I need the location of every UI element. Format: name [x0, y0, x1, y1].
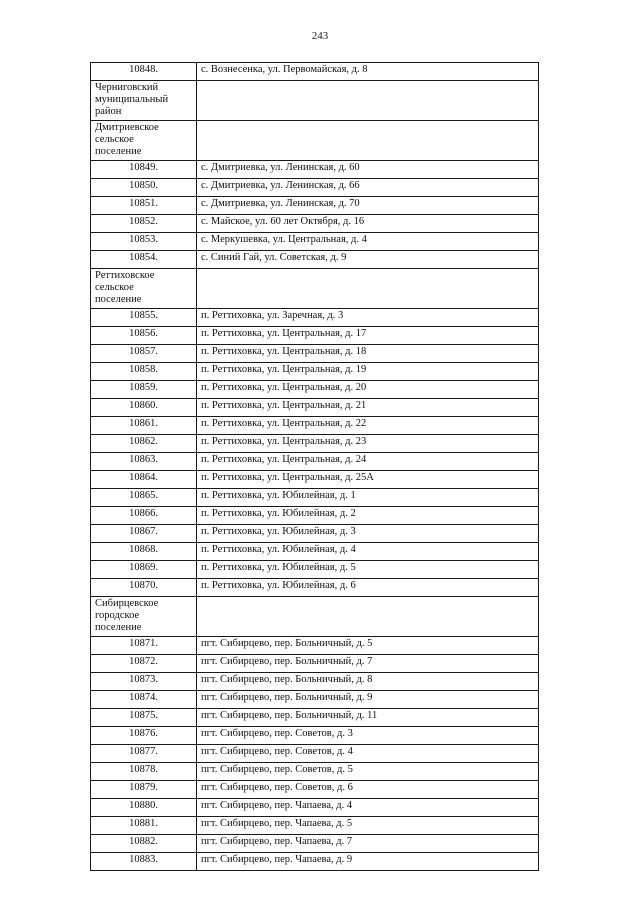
address-table	[90, 62, 539, 871]
settlement-group-row	[91, 81, 539, 121]
table-row	[91, 233, 539, 251]
table-row	[91, 417, 539, 435]
table-row	[91, 471, 539, 489]
table-row	[91, 507, 539, 525]
record-address: п. Реттиховка, ул. Заречная, д. 3	[197, 309, 539, 327]
record-address: с. Дмитриевка, ул. Ленинская, д. 70	[197, 197, 539, 215]
table-row	[91, 63, 539, 81]
record-address: с. Синий Гай, ул. Советская, д. 9	[197, 251, 539, 269]
table-row	[91, 381, 539, 399]
table-row	[91, 691, 539, 709]
record-address: пгт. Сибирцево, пер. Больничный, д. 5	[197, 637, 539, 655]
record-number: 10876.	[91, 727, 197, 745]
record-number: 10859.	[91, 381, 197, 399]
table-row	[91, 655, 539, 673]
record-number: 10871.	[91, 637, 197, 655]
table-row	[91, 543, 539, 561]
record-number: 10873.	[91, 673, 197, 691]
record-number: 10882.	[91, 835, 197, 853]
empty-address-cell	[197, 269, 539, 309]
table-row	[91, 561, 539, 579]
record-number: 10860.	[91, 399, 197, 417]
record-address: с. Дмитриевка, ул. Ленинская, д. 66	[197, 179, 539, 197]
table-row	[91, 309, 539, 327]
record-number: 10883.	[91, 853, 197, 871]
record-address: п. Реттиховка, ул. Центральная, д. 25А	[197, 471, 539, 489]
settlement-group-title: Дмитриевское сельское поселение	[91, 121, 197, 161]
record-address: пгт. Сибирцево, пер. Чапаева, д. 9	[197, 853, 539, 871]
settlement-group-title: Сибирцевское городское поселение	[91, 597, 197, 637]
record-address: п. Реттиховка, ул. Юбилейная, д. 3	[197, 525, 539, 543]
table-row	[91, 709, 539, 727]
table-row	[91, 345, 539, 363]
table-row	[91, 399, 539, 417]
table-row	[91, 727, 539, 745]
record-address: п. Реттиховка, ул. Юбилейная, д. 6	[197, 579, 539, 597]
settlement-group-title: Реттиховское сельское поселение	[91, 269, 197, 309]
record-address: п. Реттиховка, ул. Центральная, д. 22	[197, 417, 539, 435]
record-address: пгт. Сибирцево, пер. Больничный, д. 9	[197, 691, 539, 709]
record-number: 10858.	[91, 363, 197, 381]
table-row	[91, 673, 539, 691]
record-number: 10856.	[91, 327, 197, 345]
record-address: п. Реттиховка, ул. Юбилейная, д. 4	[197, 543, 539, 561]
table-row	[91, 363, 539, 381]
record-address: п. Реттиховка, ул. Центральная, д. 17	[197, 327, 539, 345]
record-number: 10851.	[91, 197, 197, 215]
record-address: пгт. Сибирцево, пер. Советов, д. 6	[197, 781, 539, 799]
record-number: 10863.	[91, 453, 197, 471]
record-address: пгт. Сибирцево, пер. Советов, д. 4	[197, 745, 539, 763]
record-address: пгт. Сибирцево, пер. Советов, д. 5	[197, 763, 539, 781]
record-number: 10881.	[91, 817, 197, 835]
page-number: 243	[311, 30, 329, 42]
record-address: с. Дмитриевка, ул. Ленинская, д. 60	[197, 161, 539, 179]
record-number: 10874.	[91, 691, 197, 709]
table-row	[91, 745, 539, 763]
record-number: 10868.	[91, 543, 197, 561]
record-address: пгт. Сибирцево, пер. Советов, д. 3	[197, 727, 539, 745]
record-address: п. Реттиховка, ул. Центральная, д. 23	[197, 435, 539, 453]
record-address: п. Реттиховка, ул. Центральная, д. 18	[197, 345, 539, 363]
record-number: 10852.	[91, 215, 197, 233]
record-number: 10861.	[91, 417, 197, 435]
record-number: 10849.	[91, 161, 197, 179]
record-address: п. Реттиховка, ул. Центральная, д. 20	[197, 381, 539, 399]
settlement-group-row	[91, 269, 539, 309]
table-row	[91, 489, 539, 507]
table-row	[91, 251, 539, 269]
record-number: 10878.	[91, 763, 197, 781]
settlement-group-row	[91, 597, 539, 637]
table-row	[91, 327, 539, 345]
table-row	[91, 161, 539, 179]
record-address: п. Реттиховка, ул. Центральная, д. 19	[197, 363, 539, 381]
table-row	[91, 835, 539, 853]
record-address: пгт. Сибирцево, пер. Чапаева, д. 7	[197, 835, 539, 853]
table-row	[91, 781, 539, 799]
record-address: п. Реттиховка, ул. Юбилейная, д. 5	[197, 561, 539, 579]
record-address: пгт. Сибирцево, пер. Больничный, д. 7	[197, 655, 539, 673]
record-number: 10848.	[91, 63, 197, 81]
table-row	[91, 799, 539, 817]
record-address: п. Реттиховка, ул. Юбилейная, д. 2	[197, 507, 539, 525]
record-address: пгт. Сибирцево, пер. Чапаева, д. 4	[197, 799, 539, 817]
record-address: п. Реттиховка, ул. Центральная, д. 21	[197, 399, 539, 417]
empty-address-cell	[197, 81, 539, 121]
record-number: 10869.	[91, 561, 197, 579]
record-number: 10880.	[91, 799, 197, 817]
record-number: 10853.	[91, 233, 197, 251]
table-row	[91, 817, 539, 835]
table-row	[91, 197, 539, 215]
table-row	[91, 763, 539, 781]
settlement-group-title: Черниговский муниципальный район	[91, 81, 197, 121]
record-address: пгт. Сибирцево, пер. Чапаева, д. 5	[197, 817, 539, 835]
record-number: 10850.	[91, 179, 197, 197]
table-row	[91, 435, 539, 453]
record-number: 10862.	[91, 435, 197, 453]
record-address: пгт. Сибирцево, пер. Больничный, д. 11	[197, 709, 539, 727]
record-address: с. Вознесенка, ул. Первомайская, д. 8	[197, 63, 539, 81]
record-number: 10865.	[91, 489, 197, 507]
record-number: 10864.	[91, 471, 197, 489]
record-number: 10857.	[91, 345, 197, 363]
record-address: с. Меркушевка, ул. Центральная, д. 4	[197, 233, 539, 251]
address-table-body	[91, 63, 539, 871]
empty-address-cell	[197, 121, 539, 161]
settlement-group-row	[91, 121, 539, 161]
record-number: 10879.	[91, 781, 197, 799]
table-row	[91, 453, 539, 471]
table-row	[91, 525, 539, 543]
record-number: 10872.	[91, 655, 197, 673]
record-number: 10854.	[91, 251, 197, 269]
table-row	[91, 853, 539, 871]
record-address: п. Реттиховка, ул. Центральная, д. 24	[197, 453, 539, 471]
table-row	[91, 637, 539, 655]
record-number: 10855.	[91, 309, 197, 327]
record-number: 10877.	[91, 745, 197, 763]
table-row	[91, 579, 539, 597]
table-row	[91, 215, 539, 233]
record-address: п. Реттиховка, ул. Юбилейная, д. 1	[197, 489, 539, 507]
record-number: 10870.	[91, 579, 197, 597]
record-number: 10875.	[91, 709, 197, 727]
record-address: пгт. Сибирцево, пер. Больничный, д. 8	[197, 673, 539, 691]
table-row	[91, 179, 539, 197]
record-address: с. Майское, ул. 60 лет Октября, д. 16	[197, 215, 539, 233]
record-number: 10866.	[91, 507, 197, 525]
empty-address-cell	[197, 597, 539, 637]
record-number: 10867.	[91, 525, 197, 543]
